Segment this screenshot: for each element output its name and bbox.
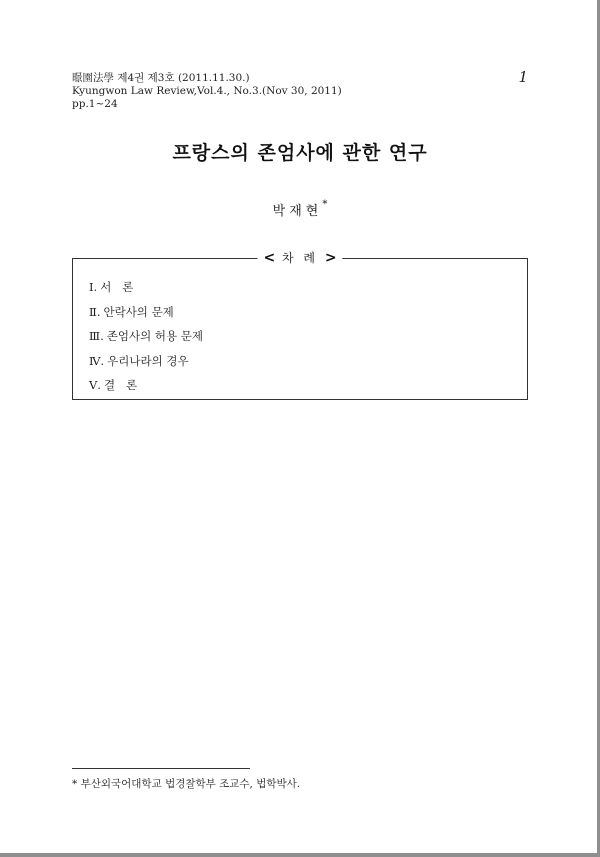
toc-heading: [257, 249, 342, 266]
table-of-contents: [72, 250, 528, 400]
toc-item: [89, 349, 203, 374]
toc-item-number: Ⅲ.: [89, 329, 104, 343]
toc-item-label: 안락사의 문제: [103, 304, 174, 319]
journal-header-line-2: Kyungwon Law Review,Vol.4., No.3.(Nov 30, 2011): [72, 85, 342, 97]
toc-item: [89, 324, 203, 349]
journal-header-line-3: pp.1~24: [72, 98, 118, 110]
page-edge-bottom: [0, 853, 600, 857]
journal-header-line-1: 暻園法學 제4권 제3호 (2011.11.30.): [72, 72, 250, 84]
footnote-divider: [72, 768, 250, 769]
chevron-left-icon: <: [263, 250, 276, 266]
toc-item: [89, 300, 203, 325]
toc-item-label: 우리나라의 경우: [107, 353, 189, 368]
paper-title: 프랑스의 존엄사에 관한 연구: [172, 142, 428, 164]
toc-item-number: Ⅴ.: [89, 378, 101, 392]
footnote: [72, 776, 300, 791]
toc-item: [89, 275, 203, 300]
toc-heading-label: 차 례: [282, 251, 318, 265]
toc-item: [89, 373, 203, 398]
author-footnote-mark: *: [322, 198, 328, 210]
toc-item-label: 결 론: [103, 378, 138, 392]
page-number: 1: [518, 68, 528, 86]
toc-item-label: 서 론: [100, 280, 134, 294]
author-line: [0, 200, 600, 219]
footnote-text: 부산외국어대학교 법경찰학부 조교수, 법학박사.: [80, 778, 301, 790]
toc-item-number: Ⅱ.: [89, 304, 101, 319]
chevron-right-icon: >: [324, 250, 337, 266]
toc-item-number: Ⅰ.: [89, 280, 98, 294]
toc-item-number: Ⅳ.: [89, 353, 105, 368]
toc-item-label: 존엄사의 허용 문제: [106, 329, 203, 343]
author-name: 박재현: [272, 204, 323, 219]
toc-list: [89, 275, 203, 398]
footnote-mark: *: [72, 778, 78, 790]
journal-header: [72, 72, 342, 111]
